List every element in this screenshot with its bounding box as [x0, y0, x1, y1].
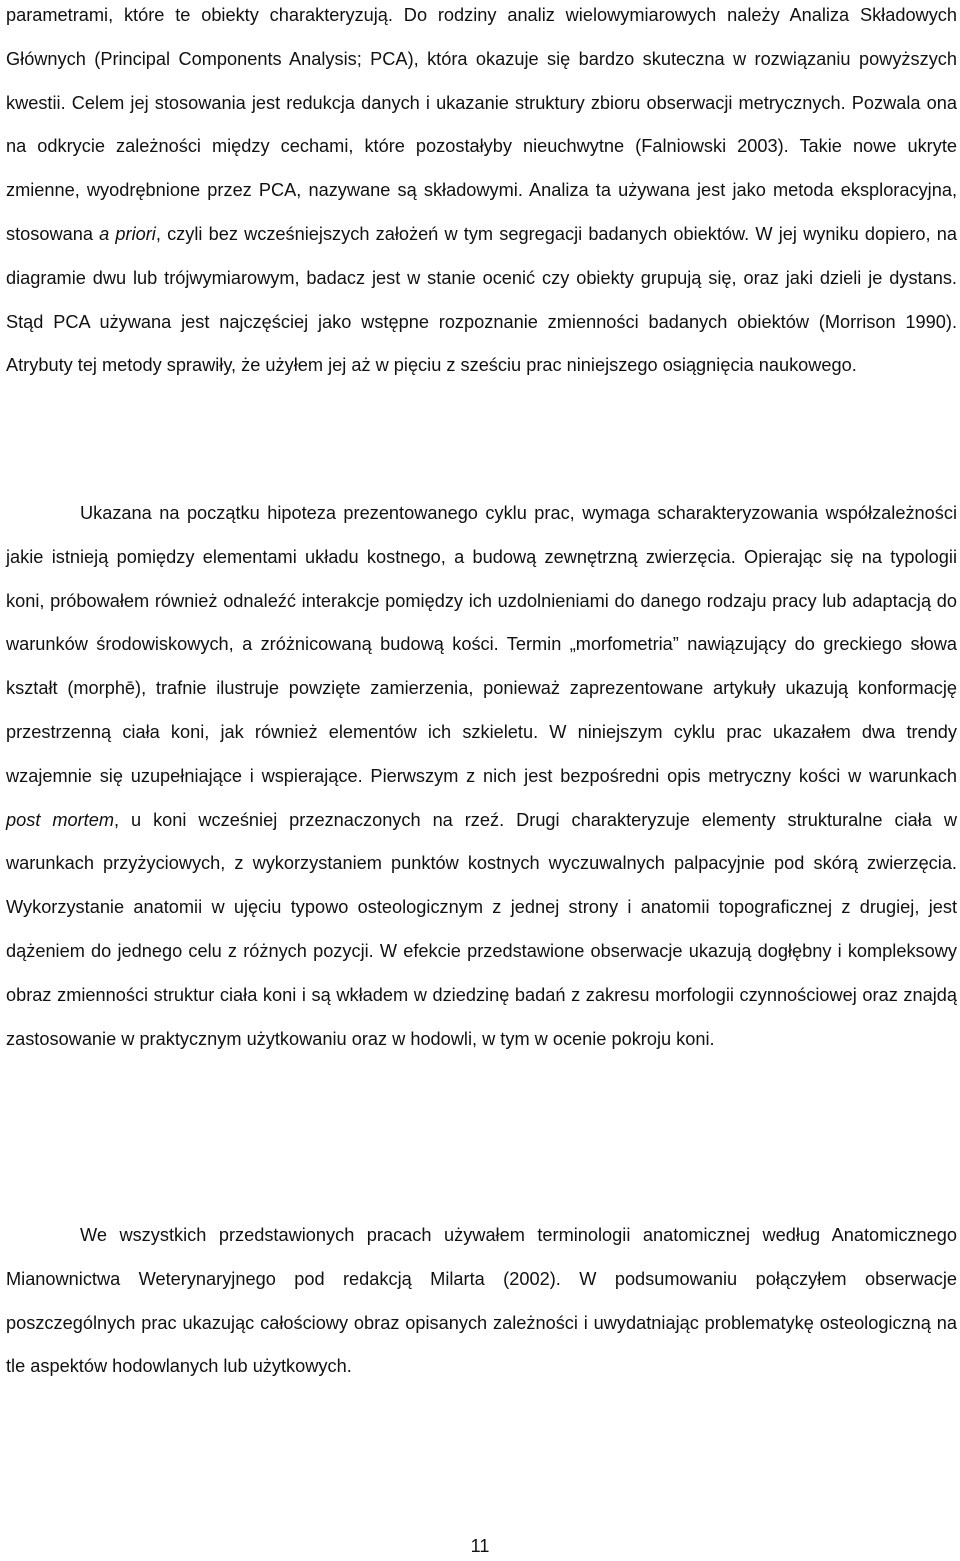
paragraph-terminology — [6, 1214, 957, 1389]
paragraph-text: We wszystkich przedstawionych pracach używałem terminologii anatomicznej według Anatomicznego Mianownictwa Weterynaryjnego pod redakcją Milarta (2002). W podsumowaniu połączyłem obserwacje poszczególnych prac ukazując całościowy obraz opisanych zależności i uwydatniając problematykę osteologiczną na tle aspektów hodowlanych lub użytkowych. — [6, 1225, 957, 1377]
page-number: 11 — [470, 1536, 490, 1556]
paragraph-text: Ukazana na początku hipoteza prezentowanego cyklu prac, wymaga scharakteryzowania współzależności jakie istnieją pomiędzy elementami układu kostnego, a budową zewnętrzną zwierzęcia. Opierając się na typologii koni, próbowałem również odnaleźć interakcje pomiędzy ich uzdolnieniami do danego rodzaju pracy lub adaptacją do warunków środowiskowych, a zróżnicowaną budową kości. Termin „morfometria” nawiązujący do greckiego słowa kształt (morphē), trafnie ilustruje powzięte zamierzenia, ponieważ zaprezentowane artykuły ukazują konformację przestrzenną ciała koni, jak również elementów ich szkieletu. W niniejszym cyklu prac ukazałem dwa trendy wzajemnie się uzupełniające i wspierające. Pierwszym z nich jest bezpośredni opis metryczny kości w warunkach post mortem, u koni wcześniej przeznaczonych na rzeź. Drugi charakteryzuje elementy strukturalne ciała w warunkach przyżyciowych, z wykorzystaniem punktów kostnych wyczuwalnych palpacyjnie pod skórą zwierzęcia. Wykorzystanie anatomii w ujęciu typowo osteologicznym z jednej strony i anatomii topograficznej z drugiej, jest dążeniem do jednego celu z różnych pozycji. W efekcie przedstawione obserwacje ukazują dogłębny i kompleksowy obraz zmienności struktur ciała koni i są wkładem w dziedzinę badań z zakresu morfologii czynnościowej oraz znajdą zastosowanie w praktycznym użytkowaniu oraz w hodowli, w tym w ocenie pokroju koni. — [6, 503, 958, 1049]
paragraph-hypothesis — [6, 492, 957, 1061]
paragraph-pca — [6, 0, 957, 388]
paragraph-text: parametrami, które te obiekty charakteryzują. Do rodziny analiz wielowymiarowych należy Analiza Składowych Głównych (Principal Components Analysis; PCA), która okazuje się bardzo skuteczna w rozwiązaniu powyższych kwestii. Celem jej stosowania jest redukcja danych i ukazanie struktury zbioru obserwacji metrycznych. Pozwala ona na odkrycie zależności między cechami, które pozostałyby nieuchwytne (Falniowski 2003). Takie nowe ukryte zmienne, wyodrębnione przez PCA, nazywane są składowymi. Analiza ta używana jest jako metoda eksploracyjna, stosowana a priori, czyli bez wcześniejszych założeń w tym segregacji badanych obiektów. W jej wyniku dopiero, na diagramie dwu lub trójwymiarowym, badacz jest w stanie ocenić czy obiekty grupują się, oraz jaki dzieli je dystans. Stąd PCA używana jest najczęściej jako wstępne rozpoznanie zmienności badanych obiektów (Morrison 1990). Atrybuty tej metody sprawiły, że użyłem jej aż w pięciu z sześciu prac niniejszego osiągnięcia naukowego. — [6, 5, 957, 376]
